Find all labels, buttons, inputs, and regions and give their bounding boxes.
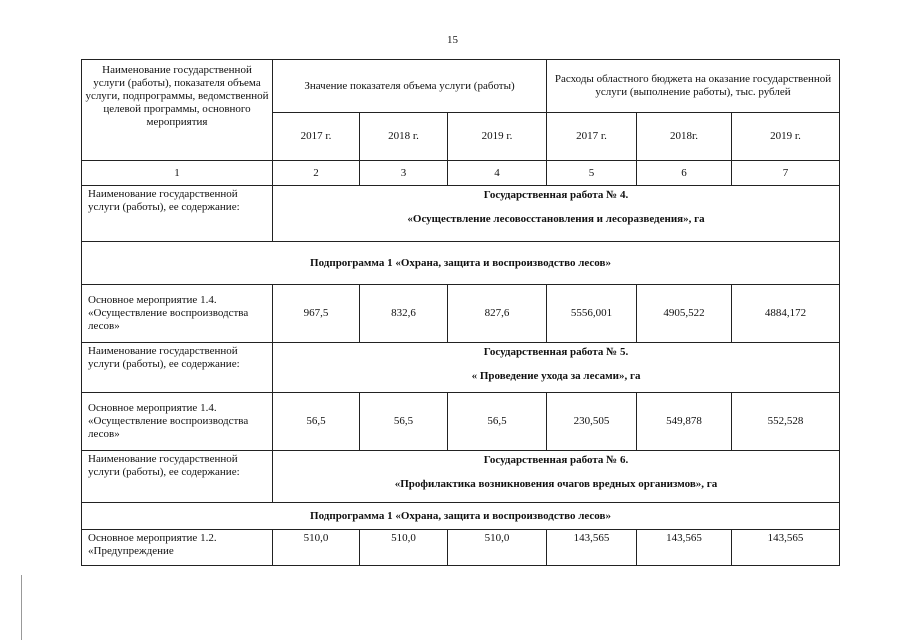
header-year: 2019 г. <box>732 113 840 161</box>
header-year: 2019 г. <box>448 113 547 161</box>
measure-label: Основное мероприятие 1.2. «Предупреждение <box>82 530 273 566</box>
work-subtitle: « Проведение ухода за лесами», га <box>471 370 641 382</box>
measure-row <box>82 393 840 451</box>
work-label: Наименование государственной услуги (работы), ее содержание: <box>82 451 273 503</box>
scan-artifact-line <box>21 575 22 640</box>
value-cell: 552,528 <box>732 393 840 451</box>
value-cell: 56,5 <box>360 393 448 451</box>
subprogram-title: Подпрограмма 1 «Охрана, защита и воспроизводство лесов» <box>82 503 840 530</box>
work-title-cell <box>273 343 840 393</box>
value-cell: 510,0 <box>448 530 547 566</box>
column-number: 6 <box>637 161 732 186</box>
column-number: 1 <box>82 161 273 186</box>
measure-label: Основное мероприятие 1.4. «Осуществление воспроизводства лесов» <box>82 393 273 451</box>
work-title: Государственная работа № 4. <box>483 189 629 201</box>
work-subtitle: «Профилактика возникновения очагов вредных организмов», га <box>394 478 718 490</box>
value-cell: 56,5 <box>448 393 547 451</box>
header-volume-group: Значение показателя объема услуги (работы) <box>273 60 547 113</box>
column-number: 5 <box>547 161 637 186</box>
work-header-row <box>82 343 840 393</box>
value-cell: 143,565 <box>637 530 732 566</box>
column-number: 7 <box>732 161 840 186</box>
work-label: Наименование государственной услуги (работы), ее содержание: <box>82 186 273 242</box>
work-title: Государственная работа № 6. <box>483 454 629 466</box>
column-number: 3 <box>360 161 448 186</box>
header-year: 2017 г. <box>273 113 360 161</box>
value-cell: 5556,001 <box>547 285 637 343</box>
work-header-row <box>82 186 840 242</box>
column-number: 2 <box>273 161 360 186</box>
value-cell: 827,6 <box>448 285 547 343</box>
measure-label: Основное мероприятие 1.4. «Осуществление воспроизводства лесов» <box>82 285 273 343</box>
value-cell: 143,565 <box>732 530 840 566</box>
work-title-cell <box>273 186 840 242</box>
value-cell: 230,505 <box>547 393 637 451</box>
budget-table <box>81 59 840 566</box>
column-number: 4 <box>448 161 547 186</box>
work-label: Наименование государственной услуги (работы), ее содержание: <box>82 343 273 393</box>
work-title-cell <box>273 451 840 503</box>
measure-row <box>82 530 840 566</box>
value-cell: 832,6 <box>360 285 448 343</box>
header-row <box>82 60 840 113</box>
value-cell: 549,878 <box>637 393 732 451</box>
value-cell: 967,5 <box>273 285 360 343</box>
header-year: 2017 г. <box>547 113 637 161</box>
work-subtitle: «Осуществление лесовосстановления и лесоразведения», га <box>407 213 705 225</box>
value-cell: 4884,172 <box>732 285 840 343</box>
value-cell: 143,565 <box>547 530 637 566</box>
measure-row <box>82 285 840 343</box>
value-cell: 510,0 <box>273 530 360 566</box>
column-numbers-row <box>82 161 840 186</box>
work-header-row <box>82 451 840 503</box>
value-cell: 4905,522 <box>637 285 732 343</box>
page-number: 15 <box>447 34 458 46</box>
header-year: 2018 г. <box>360 113 448 161</box>
header-name-column: Наименование государственной услуги (работы), показателя объема услуги, подпрограммы, ведомственной целевой программы, основного мероприятия <box>82 60 273 161</box>
subprogram-row <box>82 242 840 285</box>
work-title: Государственная работа № 5. <box>483 346 629 358</box>
subprogram-title: Подпрограмма 1 «Охрана, защита и воспроизводство лесов» <box>82 242 840 285</box>
value-cell: 510,0 <box>360 530 448 566</box>
subprogram-row <box>82 503 840 530</box>
header-year: 2018г. <box>637 113 732 161</box>
header-budget-group: Расходы областного бюджета на оказание государственной услуги (выполнение работы), тыс. рублей <box>547 60 840 113</box>
value-cell: 56,5 <box>273 393 360 451</box>
